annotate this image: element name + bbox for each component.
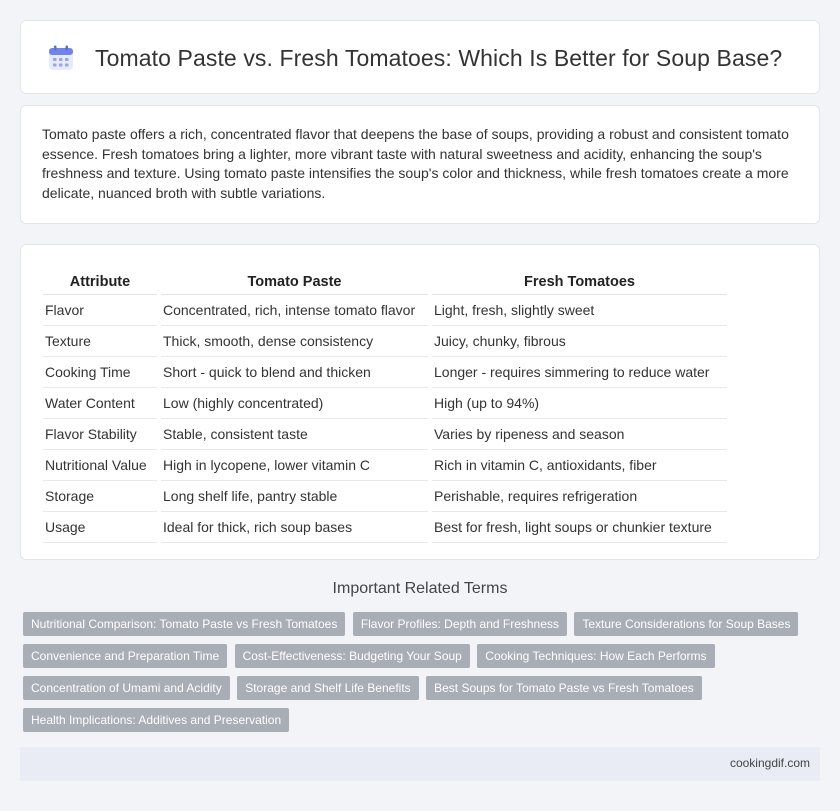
fresh-tomatoes-cell: Varies by ripeness and season (432, 419, 727, 450)
intro-paragraph: Tomato paste offers a rich, concentrated flavor that deepens the base of soups, providing a robust and consistent tomato essence. Fresh tomatoes bring a lighter, more vibrant taste with natural sweetness and acidity, enhancing the soup's freshness and texture. Using tomato paste intensifies the soup's color and thickness, while fresh tomatoes create a more delicate, nuanced broth with subtle variations. (42, 126, 789, 201)
related-terms-list (23, 612, 813, 740)
attribute-cell: Storage (43, 481, 157, 512)
tomato-paste-cell: High in lycopene, lower vitamin C (161, 450, 428, 481)
attribute-cell: Cooking Time (43, 357, 157, 388)
attribute-cell: Usage (43, 512, 157, 543)
footer (20, 747, 820, 781)
related-term-tag[interactable]: Texture Considerations for Soup Bases (574, 612, 798, 636)
column-header-tomato-paste: Tomato Paste (161, 265, 428, 295)
tomato-paste-cell: Stable, consistent taste (161, 419, 428, 450)
table-row (43, 481, 727, 512)
page-title: Tomato Paste vs. Fresh Tomatoes: Which Is Better for Soup Base? (95, 45, 783, 71)
tomato-paste-cell: Long shelf life, pantry stable (161, 481, 428, 512)
column-header-attribute: Attribute (43, 265, 157, 295)
calendar-icon (48, 45, 74, 71)
related-term-tag[interactable]: Cooking Techniques: How Each Performs (477, 644, 714, 668)
table-row (43, 419, 727, 450)
tomato-paste-cell: Ideal for thick, rich soup bases (161, 512, 428, 543)
header-card (20, 20, 820, 94)
tomato-paste-cell: Short - quick to blend and thicken (161, 357, 428, 388)
table-row (43, 450, 727, 481)
fresh-tomatoes-cell: Longer - requires simmering to reduce water (432, 357, 727, 388)
comparison-table (39, 265, 731, 543)
attribute-cell: Water Content (43, 388, 157, 419)
related-term-tag[interactable]: Flavor Profiles: Depth and Freshness (353, 612, 567, 636)
fresh-tomatoes-cell: Rich in vitamin C, antioxidants, fiber (432, 450, 727, 481)
related-term-tag[interactable]: Concentration of Umami and Acidity (23, 676, 230, 700)
table-header-row (43, 265, 727, 295)
table-row (43, 357, 727, 388)
intro-card (20, 105, 820, 224)
table-row (43, 512, 727, 543)
fresh-tomatoes-cell: Perishable, requires refrigeration (432, 481, 727, 512)
tomato-paste-cell: Thick, smooth, dense consistency (161, 326, 428, 357)
tomato-paste-cell: Low (highly concentrated) (161, 388, 428, 419)
related-term-tag[interactable]: Storage and Shelf Life Benefits (237, 676, 418, 700)
table-row (43, 295, 727, 326)
related-term-tag[interactable]: Nutritional Comparison: Tomato Paste vs Fresh Tomatoes (23, 612, 345, 636)
related-term-tag[interactable]: Best Soups for Tomato Paste vs Fresh Tomatoes (426, 676, 702, 700)
related-term-tag[interactable]: Cost-Effectiveness: Budgeting Your Soup (235, 644, 470, 668)
column-header-fresh-tomatoes: Fresh Tomatoes (432, 265, 727, 295)
fresh-tomatoes-cell: Juicy, chunky, fibrous (432, 326, 727, 357)
attribute-cell: Nutritional Value (43, 450, 157, 481)
fresh-tomatoes-cell: High (up to 94%) (432, 388, 727, 419)
related-terms-heading: Important Related Terms (332, 580, 508, 597)
table-row (43, 388, 727, 419)
related-term-tag[interactable]: Convenience and Preparation Time (23, 644, 227, 668)
footer-site-link[interactable]: cookingdif.com (729, 756, 810, 770)
tomato-paste-cell: Concentrated, rich, intense tomato flavor (161, 295, 428, 326)
fresh-tomatoes-cell: Best for fresh, light soups or chunkier texture (432, 512, 727, 543)
table-row (43, 326, 727, 357)
attribute-cell: Flavor (43, 295, 157, 326)
comparison-card (20, 244, 820, 560)
related-term-tag[interactable]: Health Implications: Additives and Preservation (23, 708, 289, 732)
attribute-cell: Texture (43, 326, 157, 357)
attribute-cell: Flavor Stability (43, 419, 157, 450)
fresh-tomatoes-cell: Light, fresh, slightly sweet (432, 295, 727, 326)
